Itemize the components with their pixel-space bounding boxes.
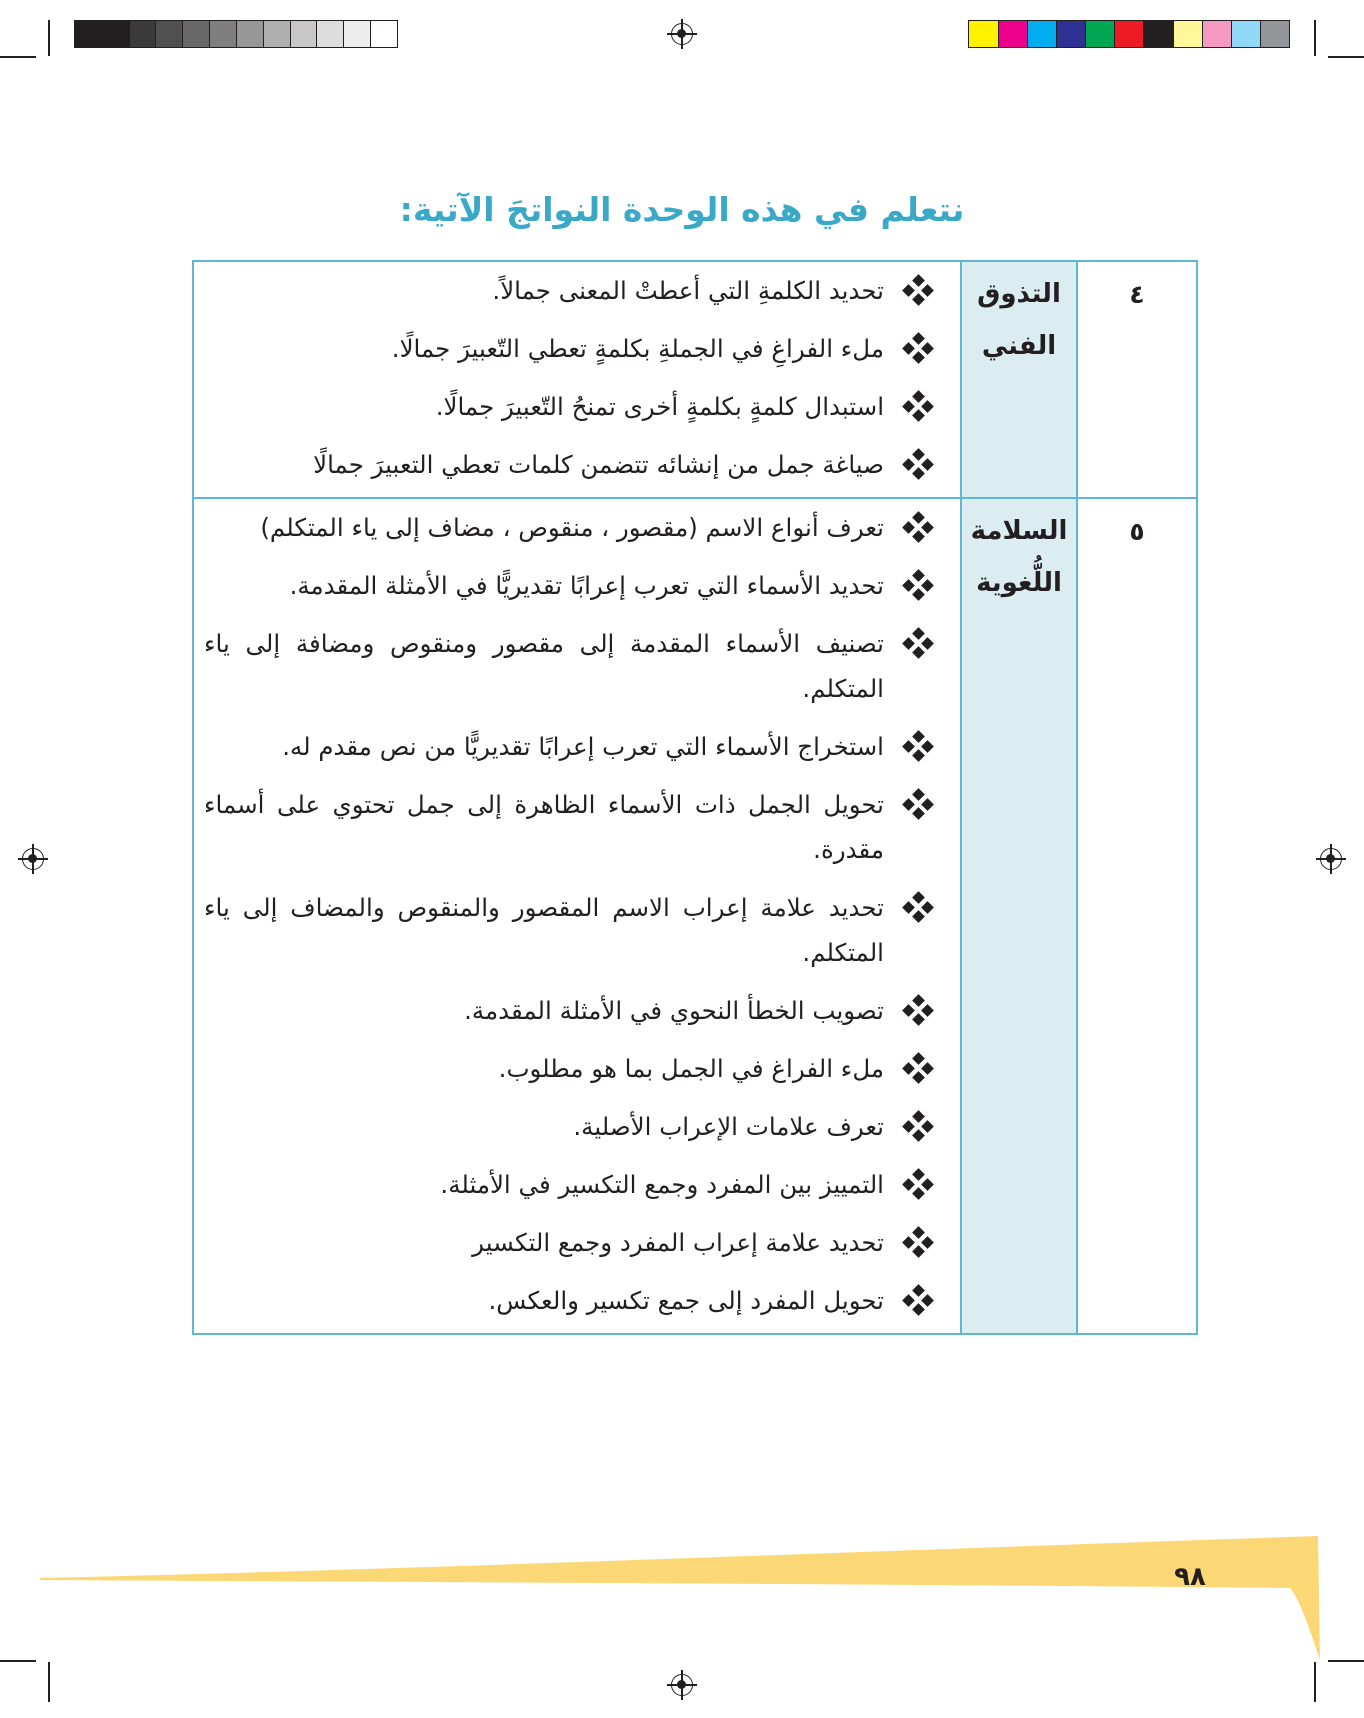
calibration-swatch bbox=[969, 21, 998, 47]
list-item bbox=[204, 621, 932, 711]
footer-band bbox=[0, 1530, 1364, 1660]
four-diamond-bullet-icon bbox=[904, 1170, 932, 1198]
crop-mark bbox=[48, 1662, 50, 1702]
calibration-swatch bbox=[102, 21, 129, 47]
list-item bbox=[204, 885, 932, 975]
registration-mark-icon bbox=[671, 23, 693, 45]
calibration-swatch bbox=[1231, 21, 1260, 47]
learning-area bbox=[961, 261, 1077, 498]
list-item bbox=[204, 268, 932, 313]
list-item bbox=[204, 1220, 932, 1265]
outcomes-cell bbox=[193, 261, 961, 498]
four-diamond-bullet-icon bbox=[904, 334, 932, 362]
calibration-swatch bbox=[316, 21, 343, 47]
list-item bbox=[204, 442, 932, 487]
outcome-text: التمييز بين المفرد وجمع التكسير في الأمثلة. bbox=[440, 1170, 884, 1199]
list-item bbox=[204, 724, 932, 769]
outcome-text: تحويل الجمل ذات الأسماء الظاهرة إلى جمل تحتوي على أسماء مقدرة. bbox=[204, 790, 884, 864]
list-item bbox=[204, 1104, 932, 1149]
registration-mark-icon bbox=[671, 1674, 693, 1696]
calibration-swatch bbox=[236, 21, 263, 47]
list-item bbox=[204, 1278, 932, 1323]
learning-area-label: التذوق bbox=[977, 279, 1061, 309]
color-calibration-strip bbox=[968, 20, 1290, 48]
calibration-swatch bbox=[75, 21, 102, 47]
crop-mark bbox=[0, 1660, 36, 1662]
outcome-text: تصنيف الأسماء المقدمة إلى مقصور ومنقوص ومضافة إلى ياء المتكلم. bbox=[204, 629, 884, 703]
calibration-swatch bbox=[1027, 21, 1056, 47]
list-item bbox=[204, 505, 932, 550]
outcome-text: استخراج الأسماء التي تعرب إعرابًا تقديريًّا من نص مقدم له. bbox=[282, 732, 884, 761]
outcome-text: تعرف أنواع الاسم (مقصور ، منقوص ، مضاف إلى ياء المتكلم) bbox=[260, 513, 884, 542]
crop-mark bbox=[1328, 1660, 1364, 1662]
table-row bbox=[193, 498, 1197, 1334]
four-diamond-bullet-icon bbox=[904, 276, 932, 304]
four-diamond-bullet-icon bbox=[904, 450, 932, 478]
calibration-swatch bbox=[1202, 21, 1231, 47]
calibration-swatch bbox=[343, 21, 370, 47]
four-diamond-bullet-icon bbox=[904, 1286, 932, 1314]
four-diamond-bullet-icon bbox=[904, 996, 932, 1024]
list-item bbox=[204, 1046, 932, 1091]
page-number: ٩٨ bbox=[1174, 1562, 1206, 1592]
outcomes-list bbox=[204, 505, 932, 1323]
learning-area-label: اللُّغوية bbox=[976, 568, 1062, 598]
calibration-swatch bbox=[1056, 21, 1085, 47]
outcomes-cell bbox=[193, 498, 961, 1334]
calibration-swatch bbox=[1143, 21, 1172, 47]
calibration-swatch bbox=[1260, 21, 1289, 47]
page-title: نتعلم في هذه الوحدة النواتجَ الآتية: bbox=[399, 190, 965, 230]
four-diamond-bullet-icon bbox=[904, 893, 932, 921]
calibration-swatch bbox=[1173, 21, 1202, 47]
learning-area-label: الفني bbox=[981, 331, 1057, 361]
list-item bbox=[204, 988, 932, 1033]
calibration-swatch bbox=[129, 21, 156, 47]
learning-area-label: السلامة bbox=[970, 516, 1068, 546]
list-item bbox=[204, 326, 932, 371]
list-item bbox=[204, 1162, 932, 1207]
table-row bbox=[193, 261, 1197, 498]
outcome-text: تحديد علامة إعراب المفرد وجمع التكسير bbox=[472, 1228, 884, 1257]
calibration-swatch bbox=[290, 21, 317, 47]
outcomes-list bbox=[204, 268, 932, 487]
outcome-text: تحديد الأسماء التي تعرب إعرابًا تقديريًّا في الأمثلة المقدمة. bbox=[289, 571, 884, 600]
list-item bbox=[204, 782, 932, 872]
calibration-swatch bbox=[1085, 21, 1114, 47]
crop-mark bbox=[1314, 20, 1316, 56]
calibration-swatch bbox=[370, 21, 397, 47]
registration-mark-icon bbox=[1320, 848, 1342, 870]
crop-mark bbox=[0, 56, 36, 58]
outcome-text: استبدال كلمةٍ بكلمةٍ أخرى تمنحُ التّعبيرَ جمالًا. bbox=[435, 392, 884, 421]
four-diamond-bullet-icon bbox=[904, 513, 932, 541]
list-item bbox=[204, 384, 932, 429]
grayscale-calibration-strip bbox=[74, 20, 398, 48]
calibration-swatch bbox=[182, 21, 209, 47]
calibration-swatch bbox=[155, 21, 182, 47]
outcome-text: تحويل المفرد إلى جمع تكسير والعكس. bbox=[488, 1286, 884, 1315]
four-diamond-bullet-icon bbox=[904, 1112, 932, 1140]
crop-mark bbox=[1314, 1662, 1316, 1702]
calibration-swatch bbox=[998, 21, 1027, 47]
row-number: ٤ bbox=[1077, 261, 1197, 498]
outcome-text: صياغة جمل من إنشائه تتضمن كلمات تعطي التعبيرَ جمالًا bbox=[313, 450, 884, 479]
four-diamond-bullet-icon bbox=[904, 1228, 932, 1256]
four-diamond-bullet-icon bbox=[904, 1054, 932, 1082]
calibration-swatch bbox=[209, 21, 236, 47]
calibration-swatch bbox=[1114, 21, 1143, 47]
four-diamond-bullet-icon bbox=[904, 571, 932, 599]
row-number: ٥ bbox=[1077, 498, 1197, 1334]
four-diamond-bullet-icon bbox=[904, 790, 932, 818]
outcome-text: تحديد علامة إعراب الاسم المقصور والمنقوص والمضاف إلى ياء المتكلم. bbox=[204, 893, 884, 967]
four-diamond-bullet-icon bbox=[904, 732, 932, 760]
outcome-text: تحديد الكلمةِ التي أعطتْ المعنى جمالاً. bbox=[492, 276, 884, 305]
calibration-swatch bbox=[263, 21, 290, 47]
outcomes-table bbox=[192, 260, 1198, 1335]
outcome-text: ملء الفراغِ في الجملةِ بكلمةٍ تعطي التّعبيرَ جمالًا. bbox=[391, 334, 884, 363]
learning-area bbox=[961, 498, 1077, 1334]
four-diamond-bullet-icon bbox=[904, 629, 932, 657]
outcome-text: تعرف علامات الإعراب الأصلية. bbox=[573, 1112, 884, 1141]
outcome-text: ملء الفراغ في الجمل بما هو مطلوب. bbox=[498, 1054, 884, 1083]
crop-mark bbox=[1328, 56, 1364, 58]
list-item bbox=[204, 563, 932, 608]
four-diamond-bullet-icon bbox=[904, 392, 932, 420]
crop-mark bbox=[48, 20, 50, 56]
registration-mark-icon bbox=[22, 848, 44, 870]
outcome-text: تصويب الخطأ النحوي في الأمثلة المقدمة. bbox=[464, 996, 884, 1025]
